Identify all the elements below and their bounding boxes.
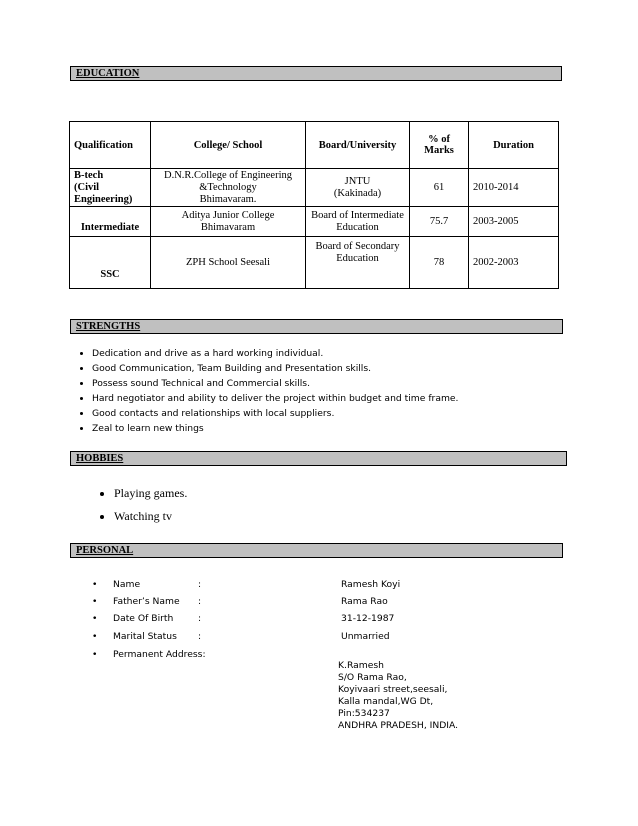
list-item: • Dedication and drive as a hard working individual. — [92, 346, 458, 361]
cell-board: Board of Secondary Education — [306, 237, 410, 289]
col-duration: Duration — [469, 122, 559, 169]
cell-duration: 2003-2005 — [469, 207, 559, 237]
bullet-icon: • — [92, 649, 98, 660]
table-header-row — [70, 122, 559, 169]
list-item: • Watching tv — [114, 506, 187, 529]
cell-duration: 2002-2003 — [469, 237, 559, 289]
bullet-icon: • — [92, 579, 98, 590]
col-college: College/ School — [151, 122, 306, 169]
separator: : — [198, 613, 202, 624]
list-item: • Zeal to learn new things — [92, 421, 458, 436]
personal-value: Rama Rao — [341, 596, 388, 607]
cell-qualification: SSC — [70, 237, 151, 289]
list-item: • Possess sound Technical and Commercial skills. — [92, 376, 458, 391]
hobbies-heading: HOBBIES — [70, 451, 567, 466]
cell-college: ZPH School Seesali — [151, 237, 306, 289]
cell-duration: 2010-2014 — [469, 169, 559, 207]
education-table — [69, 121, 559, 289]
separator: : — [198, 579, 202, 590]
personal-label: Name — [113, 579, 141, 590]
personal-value: 31-12-1987 — [341, 613, 395, 624]
bullet-icon: • — [92, 631, 98, 642]
list-item: • Good contacts and relationships with local suppliers. — [92, 406, 458, 421]
separator: : — [198, 631, 202, 642]
personal-label: Date Of Birth — [113, 613, 174, 624]
table-row — [70, 169, 559, 207]
hobbies-list — [94, 483, 187, 529]
col-board: Board/University — [306, 122, 410, 169]
cell-board: Board of Intermediate Education — [306, 207, 410, 237]
table-row — [70, 237, 559, 289]
personal-label: Marital Status — [113, 631, 177, 642]
cell-college: Aditya Junior College Bhimavaram — [151, 207, 306, 237]
cell-board: JNTU (Kakinada) — [306, 169, 410, 207]
cell-qualification: B-tech (Civil Engineering) — [70, 169, 151, 207]
cell-marks: 78 — [410, 237, 469, 289]
col-qualification: Qualification — [70, 122, 151, 169]
cell-marks: 61 — [410, 169, 469, 207]
list-item: • Hard negotiator and ability to deliver the project within budget and time frame. — [92, 391, 458, 406]
bullet-icon: • — [92, 613, 98, 624]
separator: : — [198, 596, 202, 607]
cell-marks: 75.7 — [410, 207, 469, 237]
address-line: K.Ramesh — [338, 660, 384, 671]
strengths-list — [76, 346, 458, 436]
address-line: Pin:534237 — [338, 708, 390, 719]
col-marks: % of Marks — [410, 122, 469, 169]
bullet-icon: • — [92, 596, 98, 607]
strengths-heading: STRENGTHS — [70, 319, 563, 334]
list-item: • Playing games. — [114, 483, 187, 506]
personal-value: Unmarried — [341, 631, 390, 642]
address-line: ANDHRA PRADESH, INDIA. — [338, 720, 459, 731]
personal-label: Father’s Name — [113, 596, 180, 607]
address-line: S/O Rama Rao, — [338, 672, 407, 683]
table-row — [70, 207, 559, 237]
personal-value: Ramesh Koyi — [341, 579, 401, 590]
address-line: Koyivaari street,seesali, — [338, 684, 448, 695]
personal-heading: PERSONAL — [70, 543, 563, 558]
education-heading: EDUCATION — [70, 66, 562, 81]
permanent-address — [338, 660, 458, 732]
personal-label: Permanent Address: — [113, 649, 206, 660]
list-item: • Good Communication, Team Building and Presentation skills. — [92, 361, 458, 376]
cell-qualification: Intermediate — [70, 207, 151, 237]
address-line: Kalla mandal,WG Dt, — [338, 696, 434, 707]
cell-college: D.N.R.College of Engineering &Technology Bhimavaram. — [151, 169, 306, 207]
